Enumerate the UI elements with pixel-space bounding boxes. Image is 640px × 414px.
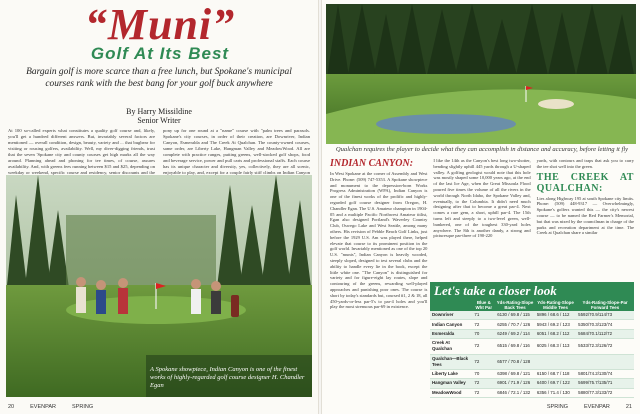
table-cell: 6398 / 69.8 / 121 (495, 369, 535, 378)
course-comparison-table (430, 282, 634, 398)
table-row (430, 354, 634, 369)
table-cell: 72 (472, 354, 495, 369)
course-name-cell: Esmeralda (430, 329, 472, 338)
body-column-2 (163, 128, 310, 182)
course-name-cell: Hangman Valley (430, 379, 472, 388)
indian-canyon-text: In West Spokane at the corner of Assembly and West Drive. Phone: (509) 747-5353. A Spokane showpiece and monument to the depression-born Works Progress Administration (WPA), Indian Canyon is one of the finest works of the prolific and highly-regarded golf course designer from Oregon, H. Chandler Egan. The U.S. Amateur champion in 1904-05 and a multiple Pacific Northwest Amateur titlist, Egan also designed Portland's Waverley Country Club, Oswego Lake and West Seattle, among many others. His revision of Pebble Beach Golf Links, just before the 1929 U.S. Am was played there, helped elevate that course to its prominent position in the golf world. Invariably mentioned as one of the top 20 U.S. "munis", Indian Canyon is heavily wooded, steeply sloped, designed to test several clubs and the ability to handle every lie in the book, except the little white one. "The Canyon" is distinguished for variety and for figure-eight lay routes, slope and contouring of the greens, rewarding well-played approaches and punishing poor ones. The course is short by today's standards but, coursed #1, 2 & 18, all 450-yards-or-less par-5's to par-4 holes and you'll play the most strenuous par-69 in existence. (330, 171, 428, 310)
table-header: Yds-Rating-Slope Back Tees (496, 300, 534, 310)
table-cell: 72 (472, 320, 495, 329)
course-table (430, 299, 634, 398)
table-header: Yds-Rating-Slope-Par Forward Tees (576, 299, 634, 311)
article-deck: Bargain golf is more scarce than a free lunch, but Spokane's municipal courses rank with the best bang for your golf buck anywhere (26, 67, 292, 89)
table-cell: 5699/75.7/135/71 (576, 379, 634, 388)
table-header: Blue & Wht Par (472, 299, 495, 311)
table-cell: 5943 / 69.2 / 123 (535, 320, 576, 329)
table-row (430, 369, 634, 378)
table-cell: 5533/72.3/126/72 (576, 339, 634, 354)
table-cell: 6025 / 68.3 / 113 (535, 339, 576, 354)
right-folio (547, 404, 632, 410)
qualchan-photo (326, 4, 636, 144)
table-cell: 6051 / 68.2 / 112 (535, 329, 576, 338)
golf-players-image (6, 175, 312, 397)
course-name-cell: MeadowWood (430, 388, 472, 397)
right-column-1 (330, 158, 427, 310)
column-2-text: I like the 14th as the Canyon's best long two-shotter, bending slightly uphill 445 yards through a U-shaped valley. A golfing geologist would note that this hole was mostly shaped some 10,000 years ago, at the end of the last Ice Age, when the Great Missoula Flood poured five times the volume of all the rivers in the world through North Idaho, the Spokane Valley and, eventually, to the Columbia. It didn't need much designing after that to become a great par-4. Next comes a rare gem, a short, uphill par-4. The 15th turns left and steeply to a two-level green, well-bunkered, one of the toughest 330-yard holes anywhere. The 8th is another dandy, a strong and picturesque par-three of 190-220 (433, 158, 531, 239)
magazine-name: EVENPAR (30, 404, 57, 410)
byline (14, 107, 304, 125)
page-number: 21 (625, 404, 632, 410)
left-page (0, 0, 318, 414)
byline-name: By Harry Missildine (126, 107, 192, 116)
table-cell: 5592/70.9/114/73 (576, 311, 634, 320)
table-cell: 5350/70.3/123/74 (576, 320, 634, 329)
table-row (430, 339, 634, 354)
table-cell: 72 (472, 388, 495, 397)
table-cell: 6356 / 71.4 / 130 (535, 388, 576, 397)
right-page (322, 0, 640, 414)
table-cell: 6515 / 69.8 / 116 (495, 339, 535, 354)
right-photo-caption: Qualchan requires the player to decide what they can accomplish in distance and accuracy, before letting it fly (335, 146, 629, 153)
table-cell: 6255 / 70.7 / 126 (495, 320, 535, 329)
body-text-2: pony up for one round at a "name" course with "palm trees and parasols. Spokane's city courses, in order of their creation, are Downriver, Indian Canyon, Esmeralda and The Creek At Qualchan. The county-owned courses, same order, are Liberty Lake, Hangman Valley and MeadowWood. All are complete with practice ranges, putting greens, well-stocked golf shops, food and beverage service, power and pull carts and professional staffs. Each course has its unique character and diversity, yes, collectively, they are all scenic, enjoyable to play, and, except for a couple fairly stiff climbs on Indian Canyon (163, 128, 310, 175)
table-cell: 5801/74.2/130/74 (576, 369, 634, 378)
table-row (430, 311, 634, 320)
article-subtitle: Golf At Its Best (90, 44, 230, 63)
indian-canyon-photo (6, 175, 312, 397)
table-cell: 6846 / 72.1 / 132 (495, 388, 535, 397)
body-column-1 (8, 128, 155, 182)
table-row (430, 379, 634, 388)
table-header: Yds-Rating-Slope Middle Tees (535, 299, 576, 311)
golf-course-image (326, 4, 636, 144)
table-header-row (430, 299, 634, 311)
table-row (430, 329, 634, 338)
byline-role: Senior Writer (137, 116, 181, 125)
table-title: Let's take a closer look (430, 282, 634, 299)
table-cell: 6150 / 68.7 / 118 (535, 369, 576, 378)
course-name-cell: Indian Canyon (430, 320, 472, 329)
body-text-1: At 100 so-called experts what constitutes a quality golf course and, likely, you'll get a hundred different answers. But, invariably several factors are mentioned — overall condition, design, beauty, variety and ... that bugbear for visiting or rousing golfers, availability. Well, my diver-digging friends, trust that the seven 'Spokane city and county courses get high marks all the way around. Planning ahead and phoning for tee times, of course, assures availability. And, with greens fees running between $15 and $25, depending on weekday or weekend, specific course and residency, senior discounts and the (8, 128, 155, 175)
table-cell: 72 (472, 339, 495, 354)
table-cell: 6901 / 71.9 / 126 (495, 379, 535, 388)
table-cell: 5880/77.3/133/72 (576, 388, 634, 397)
table-cell: 72 (472, 379, 495, 388)
indian-canyon-heading: INDIAN CANYON: (330, 158, 414, 169)
table-cell: 6400 / 69.7 / 122 (535, 379, 576, 388)
table-row (430, 388, 634, 397)
table-header (430, 299, 472, 311)
page-number: 20 (8, 404, 15, 410)
course-name-cell: Creek At Qualchan (430, 339, 472, 354)
table-cell (535, 354, 576, 369)
table-cell: 5896 / 68.6 / 112 (535, 311, 576, 320)
table-cell: 6249 / 69.2 / 114 (495, 329, 535, 338)
left-photo-caption: A Spokane showpiece, Indian Canyon is one of the finest works of highly-regarded golf course designer H. Chandler Egan (150, 366, 305, 389)
article-title: “Muni” (84, 0, 236, 49)
left-folio (8, 404, 93, 410)
magazine-name: EVENPAR (583, 404, 610, 410)
table-cell: 6577 / 70.8 / 128 (495, 354, 535, 369)
qualchan-heading: THE CREEK AT QUALCHAN: (536, 171, 634, 194)
qualchan-text: Lies along Highway 195 at south Spokane city limits. Phone: (509) 448-9317 — Overwhelmingly, Spokane's golfers wanted this — the city's newest course — to be named the Red Farmer's Memorial, but that was nixed by the councilman in charge of the parks and recreation department at the time. The Creek at Qualchan share a similar (536, 195, 634, 236)
table-row (430, 320, 634, 329)
table-cell: 70 (472, 329, 495, 338)
issue-season: SPRING (546, 404, 568, 410)
table-body (430, 311, 634, 398)
table-cell: 6130 / 69.8 / 115 (495, 311, 535, 320)
course-name-cell: Liberty Lake (430, 369, 472, 378)
course-name-cell: Qualchan—Black Tees (430, 354, 472, 369)
body-columns (8, 128, 310, 182)
table-cell: 5684/70.1/112/72 (576, 329, 634, 338)
table-cell (576, 354, 634, 369)
course-name-cell: Downriver (430, 311, 472, 320)
table-cell: 71 (472, 311, 495, 320)
issue-season: SPRING (72, 404, 94, 410)
table-cell: 70 (472, 369, 495, 378)
column-3-intro: yards, with contours and traps that ask you to carry the tee shot well into the green. (536, 158, 634, 169)
